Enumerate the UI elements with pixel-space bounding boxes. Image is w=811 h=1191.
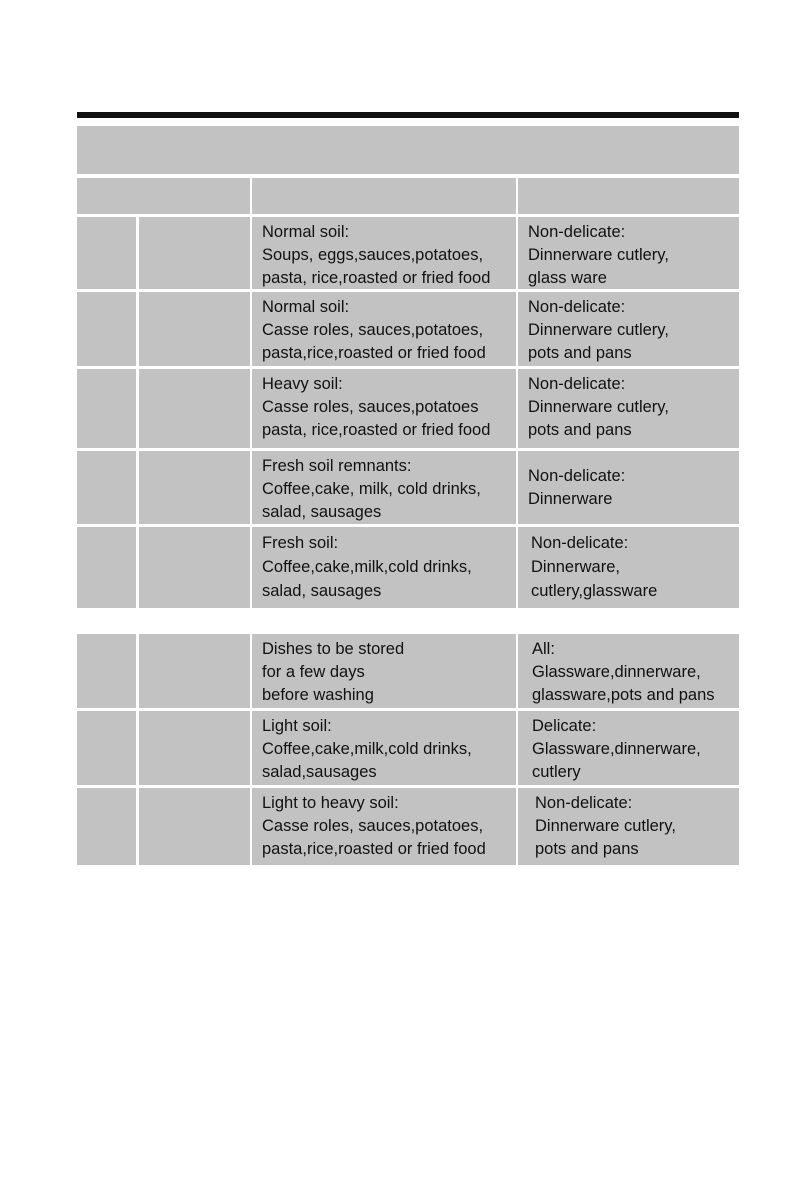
- soil-cell: Fresh soil: Coffee,cake,milk,cold drinks, salad, sausages: [252, 527, 516, 608]
- program-name-cell: [139, 527, 250, 608]
- program-name-cell: [139, 634, 250, 708]
- header-cell-program: [77, 178, 250, 214]
- dish-type-cell: Non-delicate: Dinnerware cutlery, pots and pans: [518, 369, 739, 448]
- table-title-row: [77, 126, 739, 174]
- program-icon-cell: [77, 217, 136, 289]
- table-row: [77, 527, 739, 608]
- dish-type-cell: All: Glassware,dinnerware, glassware,pots and pans: [518, 634, 739, 708]
- dish-type-cell: Non-delicate: Dinnerware cutlery, pots and pans: [518, 292, 739, 366]
- header-cell-soil: [252, 178, 516, 214]
- program-name-cell: [139, 292, 250, 366]
- program-icon-cell: [77, 634, 136, 708]
- program-table: [77, 126, 739, 608]
- table-row: [77, 369, 739, 448]
- table-row: [77, 217, 739, 289]
- soil-cell: Fresh soil remnants: Coffee,cake, milk, cold drinks, salad, sausages: [252, 451, 516, 524]
- program-icon-cell: [77, 292, 136, 366]
- dish-type-cell: Delicate: Glassware,dinnerware, cutlery: [518, 711, 739, 785]
- program-icon-cell: [77, 527, 136, 608]
- soil-cell: Light soil: Coffee,cake,milk,cold drinks, salad,sausages: [252, 711, 516, 785]
- soil-cell: Normal soil: Casse roles, sauces,potatoes, pasta,rice,roasted or fried food: [252, 292, 516, 366]
- program-name-cell: [139, 217, 250, 289]
- header-cell-type: [518, 178, 739, 214]
- program-icon-cell: [77, 711, 136, 785]
- dish-type-cell: Non-delicate: Dinnerware: [518, 451, 739, 524]
- table-row: [77, 711, 739, 785]
- soil-cell: Light to heavy soil: Casse roles, sauces,potatoes, pasta,rice,roasted or fried food: [252, 788, 516, 865]
- table-title: [77, 126, 739, 130]
- program-name-cell: [139, 711, 250, 785]
- table-row: [77, 634, 739, 708]
- program-icon-cell: [77, 369, 136, 448]
- dish-type-cell: Non-delicate: Dinnerware cutlery, glass ware: [518, 217, 739, 289]
- table-row: [77, 451, 739, 524]
- program-name-cell: [139, 788, 250, 865]
- program-name-cell: [139, 451, 250, 524]
- table-header-row: [77, 178, 739, 214]
- program-icon-cell: [77, 451, 136, 524]
- table-row: [77, 292, 739, 366]
- soil-cell: Dishes to be stored for a few days before washing: [252, 634, 516, 708]
- table-title-cell: [77, 126, 739, 174]
- program-table-2: [77, 634, 739, 865]
- soil-cell: Normal soil: Soups, eggs,sauces,potatoes, pasta, rice,roasted or fried food: [252, 217, 516, 289]
- table-row: [77, 788, 739, 865]
- top-rule: [77, 112, 739, 118]
- soil-cell: Heavy soil: Casse roles, sauces,potatoes pasta, rice,roasted or fried food: [252, 369, 516, 448]
- dish-type-cell: Non-delicate: Dinnerware cutlery, pots and pans: [518, 788, 739, 865]
- program-icon-cell: [77, 788, 136, 865]
- dish-type-cell: Non-delicate: Dinnerware, cutlery,glassware: [518, 527, 739, 608]
- program-name-cell: [139, 369, 250, 448]
